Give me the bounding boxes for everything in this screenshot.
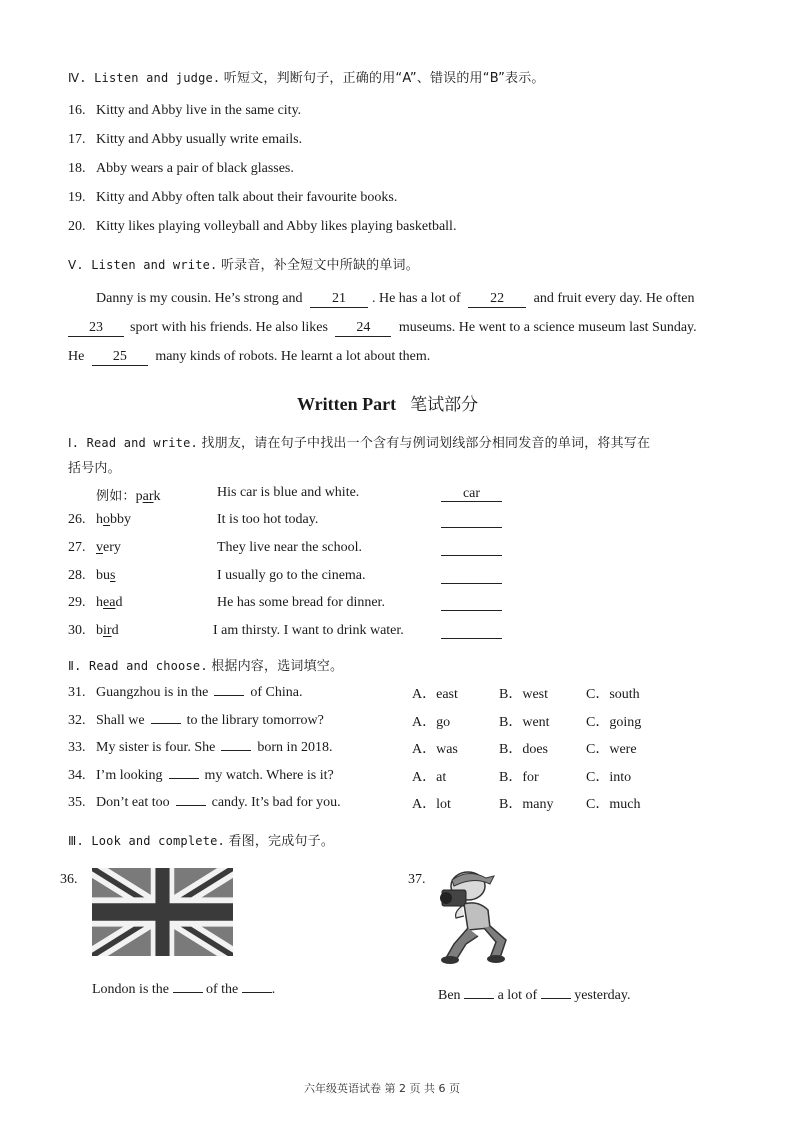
answer-line[interactable]	[441, 582, 502, 584]
option-c[interactable]: C．going	[586, 715, 642, 730]
section-heading-zh: 听录音，补全短文中所缺的单词。	[220, 258, 419, 273]
option-c[interactable]: C．south	[586, 687, 640, 702]
blank-36a[interactable]	[173, 980, 203, 993]
question-text: my watch. Where is it?	[204, 768, 334, 783]
phonics-word	[68, 540, 121, 556]
word-part: h	[96, 512, 103, 527]
question-37-number: 37.	[408, 872, 426, 887]
underlined-letters: ea	[103, 595, 116, 610]
item-number: 33.	[68, 740, 86, 755]
item-number: 34.	[68, 768, 86, 783]
phonics-sentence: I usually go to the cinema.	[217, 568, 366, 583]
item-number: 20.	[68, 219, 86, 234]
section-heading-part5	[68, 254, 419, 273]
section-heading-w1-cont	[68, 457, 121, 476]
question-36-sentence	[92, 980, 275, 998]
item-text: Abby wears a pair of black glasses.	[96, 161, 294, 176]
section-heading-zh: 括号内。	[68, 461, 121, 476]
passage-line-2	[68, 313, 697, 342]
question-text: of China.	[250, 685, 303, 700]
example-sentence: His car is blue and white.	[217, 485, 360, 500]
phonics-sentence: It is too hot today.	[217, 512, 319, 527]
example-word	[96, 485, 161, 505]
sentence-text: a lot of	[497, 988, 538, 1003]
question-text: My sister is four. She	[96, 740, 216, 755]
option-b[interactable]: B．many	[499, 797, 554, 812]
option-a[interactable]: A．go	[412, 715, 451, 730]
question-37-sentence	[438, 986, 630, 1004]
written-part-title	[297, 390, 478, 415]
judge-item	[68, 219, 456, 235]
blank-36b[interactable]	[242, 980, 272, 993]
answer-blank[interactable]	[169, 766, 199, 779]
page-footer: 六年级英语试卷 第 2 页 共 6 页	[304, 1082, 460, 1095]
section-heading-en: Ⅰ. Read and write.	[68, 436, 198, 450]
section-heading-en: Ⅳ. Listen and judge.	[68, 71, 221, 85]
item-number: 16.	[68, 103, 86, 118]
section-heading-zh: 找朋友，请在句子中找出一个含有与例词划线部分相同发音的单词，将其写在	[201, 436, 651, 451]
phonics-sentence: He has some bread for dinner.	[217, 595, 385, 610]
passage-text: sport with his friends. He also likes	[130, 320, 328, 335]
option-b[interactable]: B．does	[499, 742, 548, 757]
choice-question	[68, 793, 341, 811]
blank-25[interactable]: 25	[92, 349, 148, 366]
sentence-text: .	[271, 982, 276, 997]
item-number: 18.	[68, 161, 86, 176]
phonics-word	[68, 595, 122, 611]
question-36-number: 36.	[60, 872, 78, 887]
blank-23[interactable]: 23	[68, 320, 124, 337]
question-text: to the library tomorrow?	[186, 713, 324, 728]
question-text: born in 2018.	[257, 740, 333, 755]
item-number: 32.	[68, 713, 86, 728]
judge-item	[68, 132, 302, 148]
answer-line[interactable]	[441, 526, 502, 528]
sentence-text: yesterday.	[574, 988, 631, 1003]
word-part: bby	[110, 512, 131, 527]
option-c[interactable]: C．much	[586, 797, 641, 812]
passage-text: Danny is my cousin. He’s strong and	[96, 291, 303, 306]
answer-line[interactable]	[441, 637, 502, 639]
option-a[interactable]: A．at	[412, 770, 447, 785]
underlined-letters: s	[110, 568, 116, 583]
choice-question	[68, 766, 334, 784]
example-answer: car	[441, 486, 502, 502]
underlined-letters: ir	[103, 623, 112, 638]
section-heading-zh: 看图，完成句子。	[228, 834, 335, 849]
item-text: Kitty likes playing volleyball and Abby likes playing basketball.	[96, 219, 457, 234]
boy-taking-photo-icon	[434, 866, 514, 966]
sentence-text: London is the	[92, 982, 169, 997]
section-heading-zh: 根据内容，选词填空。	[211, 659, 344, 674]
phonics-word	[68, 512, 131, 528]
item-number: 26.	[68, 512, 86, 527]
word-part: b	[96, 623, 103, 638]
phonics-sentence: I am thirsty. I want to drink water.	[213, 623, 404, 638]
word-part: k	[153, 489, 161, 504]
item-number: 31.	[68, 685, 86, 700]
answer-blank[interactable]	[221, 738, 251, 751]
section-heading-zh: 听短文，判断句子，正确的用“A”、错误的用“B”表示。	[223, 71, 545, 86]
sentence-text: of the	[206, 982, 239, 997]
underlined-letters: v	[96, 540, 103, 555]
section-heading-en: Ⅲ. Look and complete.	[68, 834, 225, 848]
question-text: candy. It’s bad for you.	[211, 795, 341, 810]
blank-21[interactable]: 21	[310, 291, 368, 308]
section-heading-en: Ⅴ. Listen and write.	[68, 258, 218, 272]
section-heading-w1	[68, 432, 650, 451]
option-a[interactable]: A．lot	[412, 797, 451, 812]
option-b[interactable]: B．for	[499, 770, 539, 785]
section-heading-part4	[68, 67, 545, 86]
passage-text: and fruit every day. He often	[533, 291, 695, 306]
sentence-text: Ben	[438, 988, 461, 1003]
answer-blank[interactable]	[176, 793, 206, 806]
option-a[interactable]: A．was	[412, 742, 458, 757]
answer-line[interactable]	[441, 609, 502, 611]
word-part: bu	[96, 568, 110, 583]
passage-text: many kinds of robots. He learnt a lot about them.	[155, 349, 431, 364]
option-c[interactable]: C．were	[586, 742, 637, 757]
phonics-word	[68, 623, 119, 639]
passage-line-3	[68, 342, 430, 371]
phonics-word	[68, 568, 115, 584]
judge-item	[68, 190, 397, 206]
union-jack-flag-icon	[92, 868, 233, 956]
underlined-letters: ar	[142, 489, 154, 504]
choice-question	[68, 738, 332, 756]
choice-question	[68, 711, 324, 729]
blank-24[interactable]: 24	[335, 320, 391, 337]
item-number: 29.	[68, 595, 86, 610]
section-heading-w3	[68, 830, 334, 849]
item-number: 17.	[68, 132, 86, 147]
blank-37a[interactable]	[464, 986, 494, 999]
question-text: I’m looking	[96, 768, 163, 783]
title-zh: 笔试部分	[410, 395, 479, 415]
item-number: 27.	[68, 540, 86, 555]
item-number: 35.	[68, 795, 86, 810]
underlined-letters: o	[103, 512, 110, 527]
word-part: p	[135, 489, 143, 504]
answer-blank[interactable]	[151, 711, 181, 724]
title-en: Written Part	[297, 394, 397, 414]
option-b[interactable]: B．west	[499, 687, 548, 702]
blank-37b[interactable]	[541, 986, 571, 999]
word-part: d	[115, 595, 123, 610]
word-part: ery	[103, 540, 121, 555]
question-text: Don’t eat too	[96, 795, 170, 810]
item-number: 19.	[68, 190, 86, 205]
judge-item	[68, 161, 294, 177]
item-number: 30.	[68, 623, 86, 638]
option-c[interactable]: C．into	[586, 770, 632, 785]
word-part: d	[111, 623, 119, 638]
item-text: Kitty and Abby usually write emails.	[96, 132, 303, 147]
answer-blank[interactable]	[214, 683, 244, 696]
blank-22[interactable]: 22	[468, 291, 526, 308]
example-label: 例如：	[96, 489, 136, 504]
word-part: h	[96, 595, 103, 610]
passage-text: . He has a lot of	[371, 291, 461, 306]
passage-line-1	[96, 284, 694, 313]
passage-text: museums. He went to a science museum last Sunday.	[398, 320, 697, 335]
option-b[interactable]: B．went	[499, 715, 550, 730]
judge-item	[68, 103, 301, 119]
phonics-sentence: They live near the school.	[217, 540, 363, 555]
passage-text: He	[68, 349, 85, 364]
item-number: 28.	[68, 568, 86, 583]
item-text: Kitty and Abby often talk about their favourite books.	[96, 190, 398, 205]
question-text: Shall we	[96, 713, 145, 728]
answer-line[interactable]	[441, 554, 502, 556]
option-a[interactable]: A．east	[412, 687, 458, 702]
choice-question	[68, 683, 302, 701]
section-heading-w2	[68, 655, 343, 674]
section-heading-en: Ⅱ. Read and choose.	[68, 659, 208, 673]
item-text: Kitty and Abby live in the same city.	[96, 103, 302, 118]
question-text: Guangzhou is in the	[96, 685, 209, 700]
